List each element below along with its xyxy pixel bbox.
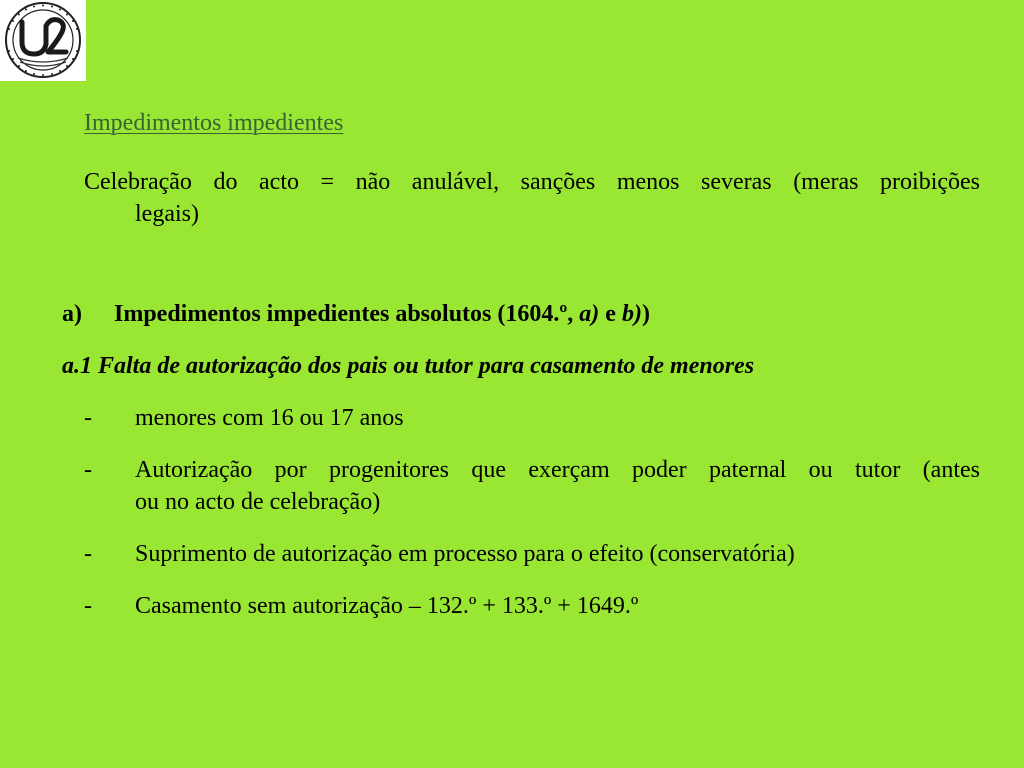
list-item xyxy=(84,590,980,622)
bullet-dash: - xyxy=(84,457,92,483)
bullet-text: menores com 16 ou 17 anos xyxy=(135,405,404,431)
intro-paragraph-line-2: legais) xyxy=(135,201,199,227)
bullet-text-line-1: Autorização por progenitores que exerçam poder paternal ou tutor (antes xyxy=(135,457,980,483)
list-item xyxy=(84,402,980,434)
bullet-text xyxy=(135,454,980,518)
bullet-text-line-2: ou no acto de celebração) xyxy=(135,489,381,515)
bullet-dash: - xyxy=(84,405,92,431)
list-item-a xyxy=(62,301,650,328)
intro-paragraph-line-1: Celebração do acto = não anulável, sanções menos severas (meras proibições xyxy=(84,169,980,195)
list-marker-a: a) xyxy=(62,301,82,327)
bullet-dash: - xyxy=(84,593,92,619)
list-item xyxy=(84,454,980,518)
bullet-dash: - xyxy=(84,541,92,567)
item-a-conjunction: e xyxy=(599,301,622,327)
item-a-text: Impedimentos impedientes absolutos (1604.º, xyxy=(114,301,580,327)
item-a-ref-a: a) xyxy=(579,301,600,327)
bullet-list xyxy=(84,402,980,642)
item-a-ref-b: b) xyxy=(621,301,642,327)
intro-paragraph xyxy=(84,166,980,230)
subheading-a1: a.1 Falta de autorização dos pais ou tutor para casamento de menores xyxy=(62,353,755,379)
section-heading: Impedimentos impedientes xyxy=(84,110,344,136)
bullet-text: Casamento sem autorização – 132.º + 133.º + 1649.º xyxy=(135,593,639,619)
item-a-close-paren: ) xyxy=(641,301,650,327)
bullet-text: Suprimento de autorização em processo para o efeito (conservatória) xyxy=(135,541,795,567)
list-item xyxy=(84,538,980,570)
